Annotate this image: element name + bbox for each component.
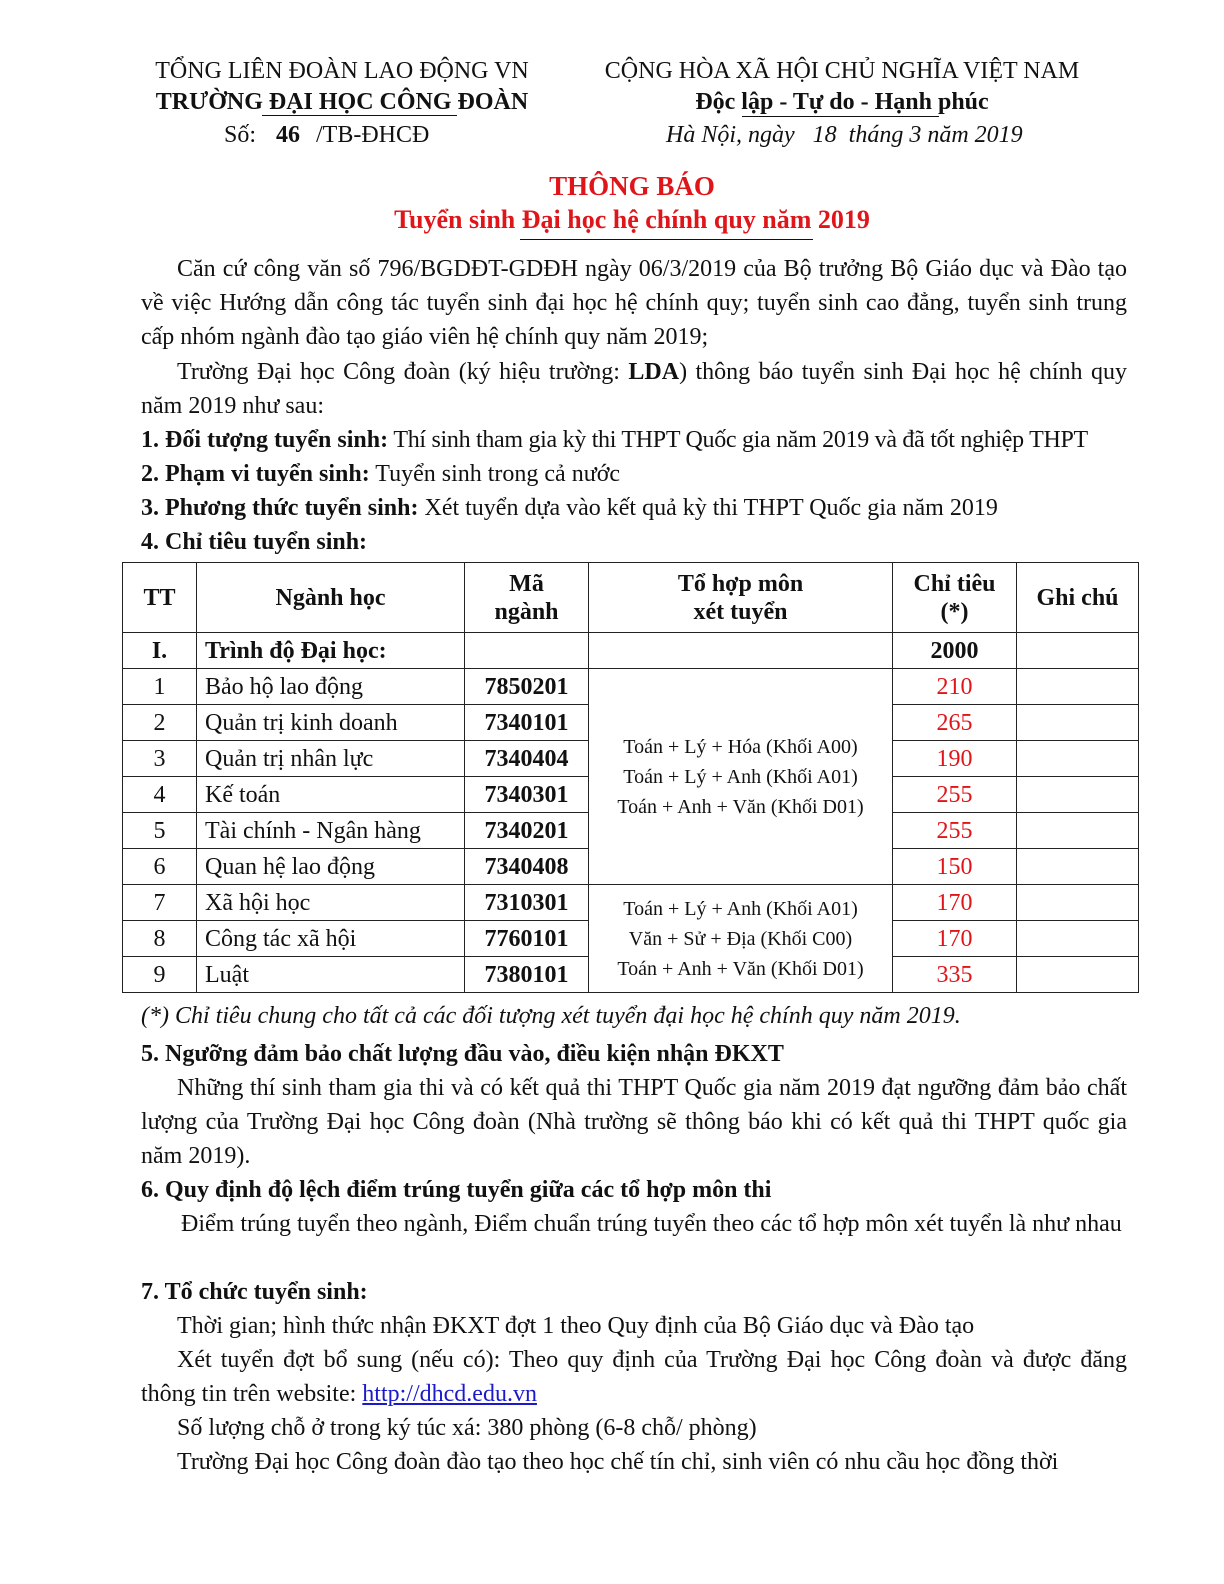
table-row: 6 Quan hệ lao động 7340408 150 <box>123 849 1139 885</box>
table-row: 2 Quản trị kinh doanh 7340101 265 <box>123 705 1139 741</box>
nation-motto: Độc lập - Tự do - Hạnh phúc <box>695 89 989 115</box>
section-6-text: Điểm trúng tuyển theo ngành, Điểm chuẩn trúng tuyển theo các tổ hợp môn xét tuyển là như nhau <box>181 1211 1122 1237</box>
header-major: Ngành học <box>197 563 465 633</box>
table-row: 5 Tài chính - Ngân hàng 7340201 255 <box>123 813 1139 849</box>
section-1: 1. Đối tượng tuyển sinh: Thí sinh tham gia kỳ thi THPT Quốc gia năm 2019 và đã tốt nghiệp THPT <box>141 427 1088 453</box>
header-note: Ghi chú <box>1017 563 1139 633</box>
notice-title: THÔNG BÁO <box>549 171 715 201</box>
section-2: 2. Phạm vi tuyển sinh: Tuyển sinh trong cả nước <box>141 461 621 487</box>
website-link[interactable]: http://dhcd.edu.vn <box>362 1381 537 1407</box>
table-row: 7 Xã hội học 7310301 Toán + Lý + Anh (Khối A01) Văn + Sử + Địa (Khối C00) Toán + Anh + Văn (Khối D01) 170 <box>123 885 1139 921</box>
doc-number: Số: 46 /TB-ĐHCĐ <box>224 122 430 148</box>
date-line: Hà Nội, ngày 18 tháng 3 năm 2019 <box>666 122 1023 148</box>
combo-group-2: Toán + Lý + Anh (Khối A01) Văn + Sử + Địa (Khối C00) Toán + Anh + Văn (Khối D01) <box>589 885 893 993</box>
section-6-heading: 6. Quy định độ lệch điểm trúng tuyển giữa các tổ hợp môn thi <box>141 1177 772 1203</box>
section-3: 3. Phương thức tuyển sinh: Xét tuyển dựa vào kết quả kỳ thi THPT Quốc gia năm 2019 <box>141 495 998 521</box>
section-7-p3: Số lượng chỗ ở trong ký túc xá: 380 phòng (6-8 chỗ/ phòng) <box>177 1415 757 1441</box>
header-combo: Tổ hợp môn xét tuyển <box>589 563 893 633</box>
motto-underline <box>742 116 939 117</box>
table-row: 1 Bảo hộ lao động 7850201 Toán + Lý + Hóa (Khối A00) Toán + Lý + Anh (Khối A01) Toán + Anh + Văn (Khối D01) 210 <box>123 669 1139 705</box>
level-row: I. Trình độ Đại học: 2000 <box>123 633 1139 669</box>
combo-group-1: Toán + Lý + Hóa (Khối A00) Toán + Lý + Anh (Khối A01) Toán + Anh + Văn (Khối D01) <box>589 669 893 885</box>
table-header-row <box>123 563 1139 633</box>
subtitle-underline <box>520 239 813 240</box>
table-row: 4 Kế toán 7340301 255 <box>123 777 1139 813</box>
intro-paragraph-2: Trường Đại học Công đoàn (ký hiệu trường: LDA) thông báo tuyển sinh Đại học hệ chính quy năm 2019 như sau: <box>141 359 1128 419</box>
section-7-heading: 7. Tổ chức tuyển sinh: <box>141 1279 368 1305</box>
header-code: Mã ngành <box>465 563 589 633</box>
section-5-heading: 5. Ngưỡng đảm bảo chất lượng đầu vào, điều kiện nhận ĐKXT <box>141 1041 784 1067</box>
header-tt: TT <box>123 563 197 633</box>
table-footnote: (*) Chỉ tiêu chung cho tất cả các đối tượng xét tuyển đại học hệ chính quy năm 2019. <box>141 1003 961 1029</box>
section-5-text: Những thí sinh tham gia thi và có kết quả thi THPT Quốc gia năm 2019 đạt ngưỡng đảm bảo chất lượng của Trường Đại học Công đoàn (Nhà trường sẽ thông báo khi có kết quả thi THPT quốc gia năm 2019). <box>141 1075 1127 1169</box>
section-4-heading: 4. Chỉ tiêu tuyển sinh: <box>141 529 368 555</box>
section-7-p2: Xét tuyển đợt bổ sung (nếu có): Theo quy định của Trường Đại học Công đoàn và được đăng thông tin trên website: http://dhcd.edu.vn <box>141 1347 1127 1407</box>
school-underline <box>262 115 457 116</box>
header-quota: Chỉ tiêu (*) <box>893 563 1017 633</box>
section-7-p1: Thời gian; hình thức nhận ĐKXT đợt 1 theo Quy định của Bộ Giáo dục và Đào tạo <box>177 1313 975 1339</box>
intro-paragraph-1: Căn cứ công văn số 796/BGDĐT-GDĐH ngày 06/3/2019 của Bộ trưởng Bộ Giáo dục và Đào tạo về việc Hướng dẫn công tác tuyển sinh đại học hệ chính quy; tuyển sinh cao đẳng, tuyển sinh trung cấp nhóm ngành đào tạo giáo viên hệ chính quy năm 2019; <box>141 256 1127 350</box>
table-row: 8 Công tác xã hội 7760101 170 <box>123 921 1139 957</box>
section-7-p4: Trường Đại học Công đoàn đào tạo theo học chế tín chỉ, sinh viên có nhu cầu học đồng thời <box>177 1449 1059 1475</box>
table-row: 9 Luật 7380101 335 <box>123 957 1139 993</box>
org-name: TỔNG LIÊN ĐOÀN LAO ĐỘNG VN <box>155 58 529 84</box>
notice-subtitle: Tuyển sinh Đại học hệ chính quy năm 2019 <box>394 205 870 234</box>
table-row: 3 Quản trị nhân lực 7340404 190 <box>123 741 1139 777</box>
nation-name: CỘNG HÒA XÃ HỘI CHỦ NGHĨA VIỆT NAM <box>604 58 1080 84</box>
quota-table <box>122 562 1139 993</box>
school-name: TRƯỜNG ĐẠI HỌC CÔNG ĐOÀN <box>155 89 529 115</box>
